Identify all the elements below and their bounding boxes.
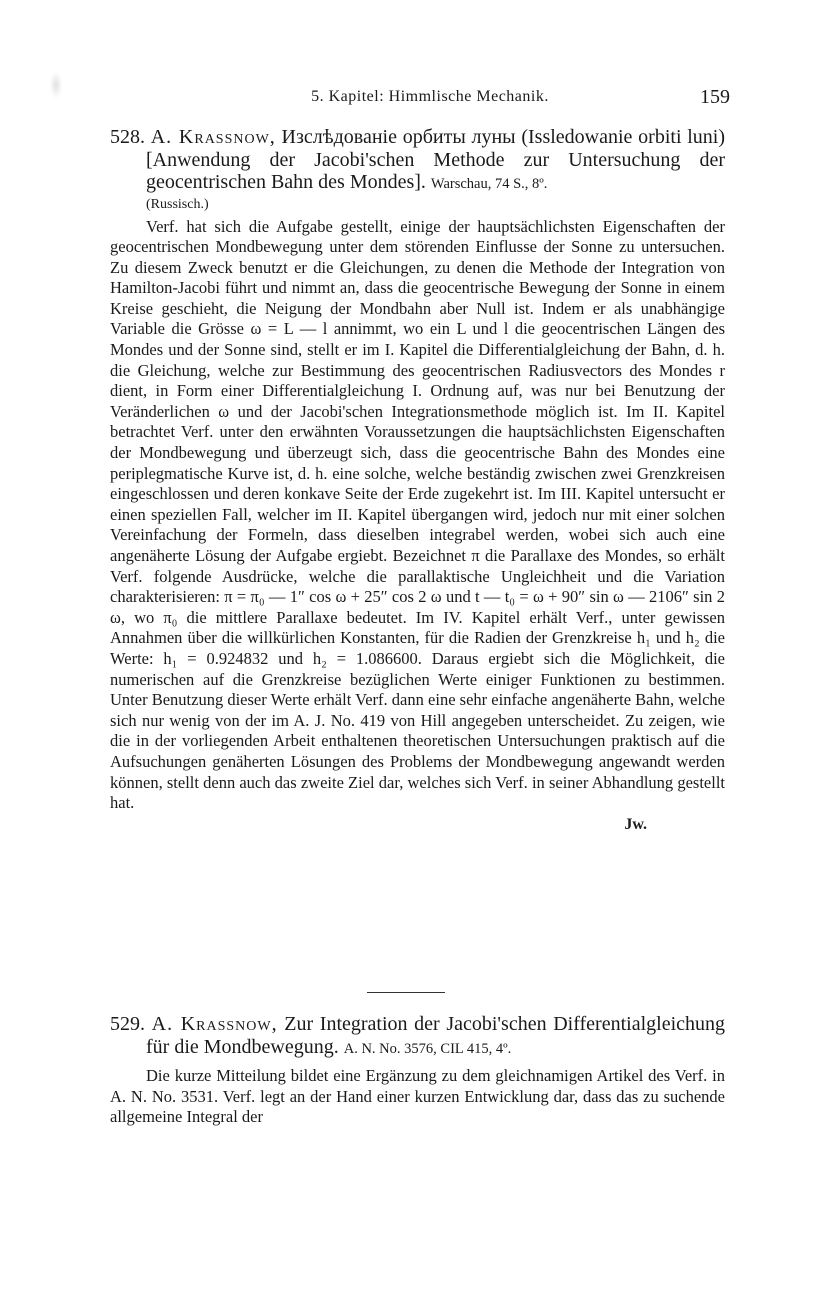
entry-528-body: Verf. hat sich die Aufgabe gestellt, einige der hauptsächlichsten Eigenschaften der geocentrischen Mondbewegung unter dem störenden Einflusse der Sonne zu untersuchen. Zu diesem Zweck benutzt er die Gleichungen, zu denen die Methode der Integration von Hamilton-Jacobi führt und nimmt an, dass die geocentrische Bewegung der Sonne in einem Kreise geschieht, die Neigung der Mondbahn aber Null ist. Indem er als unabhängige Variable die Grösse ω = L — l annimmt, wo ein L und l die geocentrischen Längen des Mondes und der Sonne sind, stellt er im I. Kapitel die Differentialgleichung der Bahn, d. h. die Gleichung, welche zur Bestimmung des geocentrischen Radiusvectors des Mondes r dient, in Form einer Differentialgleichung I. Ordnung auf, was nur bei Benutzung der Veränderlichen ω und der Jacobi'schen Integrationsmethode möglich ist. Im II. Kapitel betrachtet Verf. unter den erwähnten Voraussetzungen die hauptsächlichsten Eigenschaften der Mondbewegung und überzeugt sich, dass die geocentrische Bahn des Mondes eine periplegmatische Kurve ist, d. h. eine solche, welche beständig zwischen zwei Grenzkreisen eingeschlossen und deren konkave Seite der Erde zugekehrt ist. Im III. Kapitel untersucht er einen speziellen Fall, welcher im II. Kapitel übergangen wird, jedoch nur mit einer solchen Vereinfachung der Formeln, dass dieselben integrabel werden, wobei sich auch eine angenäherte Lösung der Aufgabe ergiebt. Bezeichnet π die Parallaxe des Mondes, so erhält Verf. folgende Ausdrücke, welche die parallaktische Ungleichheit und die Variation charakterisieren: π = π₀ — 1″ cos ω + 25″ cos 2 ω und t — t₀ = ω + 90″ sin ω — 2106″ sin 2 ω, wo π₀ die mittlere Parallaxe bedeutet. Im IV. Kapitel erhält Verf., unter gewissen Annahmen über die willkürlichen Konstanten, für die Radien der Grenzkreise h₁ und h₂ die Werte: h₁ = 0.924832 und h₂ = 1.086600. Daraus ergiebt sich die Möglichkeit, die numerischen auf die Grenzkreise bezüglichen Werte einiger Funktionen zu bestimmen. Unter Benutzung dieser Werte erhält Verf. dann eine sehr einfache angenäherte Bahn, welche sich nur wenig von der im A. J. No. 419 von Hill angegeben unterscheidet. Zu zeigen, wie die in der vorliegenden Arbeit enthaltenen theoretischen Untersuchungen praktisch auf die Aufsuchungen genäherten Lösungen des Problems der Mondbewegung angewandt werden können, stellt denn auch das zweite Ziel dar, welches sich Verf. in seiner Abhandlung gestellt hat. (110, 216, 725, 813)
entry-529-body: Die kurze Mitteilung bildet eine Ergänzung zu dem gleichnamigen Artikel des Verf. in A. N. No. 3531. Verf. legt an der Hand einer kurzen Entwicklung dar, dass das zu suchende allgemeine Integral der (110, 1066, 725, 1127)
entry-528-author: A. Krassnow, (150, 126, 276, 148)
entry-529 (110, 1013, 725, 1128)
entry-528-citation: Warschau, 74 S., 8º. (430, 176, 548, 192)
entry-528 (110, 126, 725, 834)
entry-529-title-text: Zur Integration der Jacobi'schen Differentialgleichung für die Mondbewegung. (146, 1013, 725, 1058)
section-divider (367, 992, 445, 993)
entry-528-russian-title: Изслѣдованіе орбиты луны (281, 126, 516, 148)
entry-529-author: A. Krassnow, (151, 1013, 278, 1035)
entry-528-title-rest: (Issledowanie orbiti luni) [Anwendung der Jacobi'schen Methode zur Untersuchung der geocentrischen Bahn des Mondes]. (146, 126, 726, 193)
page-header (110, 86, 730, 116)
entry-528-signature: Jw. (624, 815, 647, 833)
entry-528-language-note: (Russisch.) (146, 196, 209, 212)
entry-529-citation: A. N. No. 3576, CIL 415, 4º. (343, 1040, 512, 1057)
page-smudge (50, 72, 62, 98)
running-title: 5. Kapitel: Himmlische Mechanik. (311, 88, 549, 105)
entry-529-number: 529. (110, 1013, 145, 1035)
entry-528-number: 528. (110, 126, 145, 148)
page-number: 159 (700, 86, 730, 108)
entry-528-title (110, 126, 725, 196)
entry-529-title (110, 1013, 725, 1060)
